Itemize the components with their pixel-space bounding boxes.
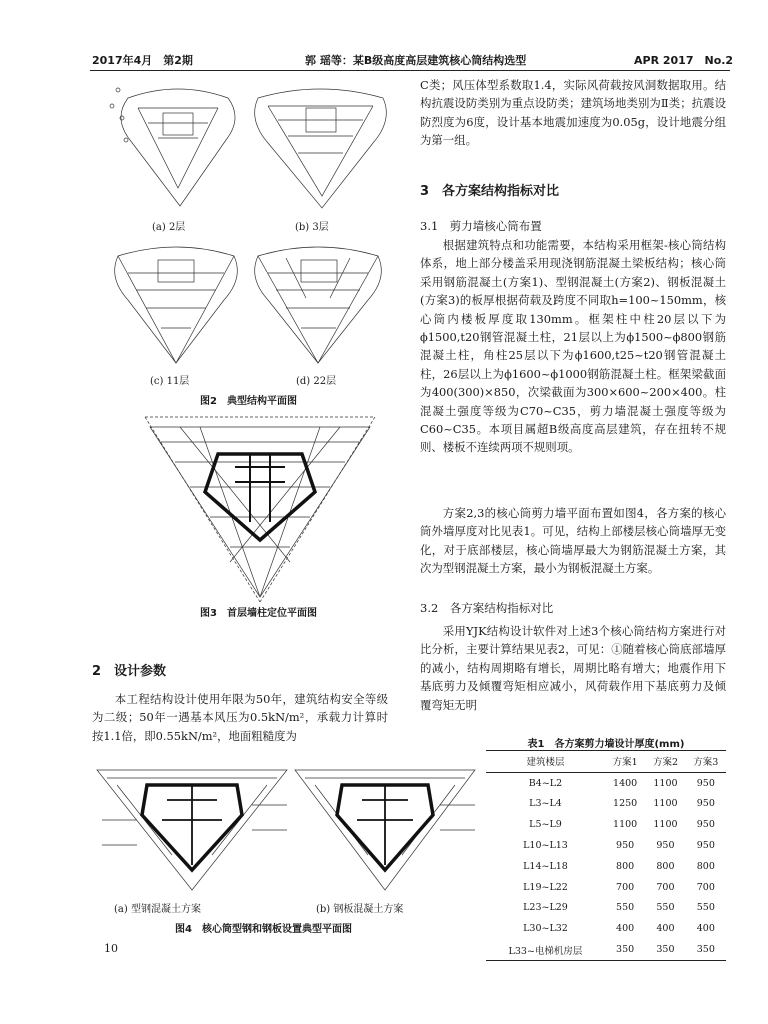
table-row <box>486 918 726 939</box>
table-cell: L23~L29 <box>523 902 568 914</box>
table1 <box>486 750 726 961</box>
table-cell: 950 <box>696 777 715 789</box>
table-cell: 1100 <box>653 798 678 810</box>
table-cell: 550 <box>656 902 675 914</box>
section3-heading: 3 各方案结构指标对比 <box>420 184 560 199</box>
paragraph-3-1a: 根据建筑特点和功能需要，本结构采用框架-核心筒结构体系，地上部分楼盖采用现浇钢筋混凝土梁板结构；核心筒采用钢筋混凝土(方案1)、型钢混凝土(方案2)、钢板混凝土(方案3)的板厚根据荷载及跨度不同取h=100~150mm，核心筒内楼板厚度取130mm。框架柱中柱20层以下为ϕ1500,t20钢管混凝土柱，21层以上为ϕ1500~ϕ800钢筋混凝土柱，角柱25层以下为ϕ1600,t25~t20钢管混凝土柱，26层以上为ϕ1600~ϕ1000钢筋混凝土柱。框架梁截面为400(300)×850，次梁截面为300×600~200×400。柱混凝土强度等级为C70~C35，剪力墙混凝土强度等级为C60~C35。本项目属超B级高度高层建筑，存在扭转不规则、楼板不连续两项不规则项。 <box>420 238 726 455</box>
section2-paragraph: 本工程结构设计使用年限为50年，建筑结构安全等级为二级；50年一遇基本风压为0.5kN/m²，承载力计算时按1.1倍，即0.55kN/m²，地面粗糙度为 <box>92 692 388 743</box>
table-cell: 950 <box>696 840 715 852</box>
table-row <box>486 772 726 793</box>
journal-issue: 2017年4月 第2期 <box>92 54 193 67</box>
page-number: 10 <box>104 942 118 955</box>
table-cell: 1100 <box>653 777 678 789</box>
table-row <box>486 939 726 960</box>
table-row <box>486 835 726 856</box>
table-cell: 950 <box>696 798 715 810</box>
table-cell: 550 <box>616 902 635 914</box>
table-cell: 350 <box>686 939 726 960</box>
table-cell: 400 <box>656 923 675 935</box>
table-cell: 800 <box>616 860 635 872</box>
figure4-label-b: (b) 钢板混凝土方案 <box>316 904 404 915</box>
running-title: 郭 瑶等：某B级高度高层建筑核心筒结构选型 <box>305 54 527 67</box>
figure2-label-b: (b) 3层 <box>295 222 329 233</box>
table-row <box>486 814 726 835</box>
section2-heading: 2 设计参数 <box>92 664 167 679</box>
table1-header-row <box>486 751 726 773</box>
paragraph-3-2: 采用YJK结构设计软件对上述3个核心筒结构方案进行对比分析，主要计算结果见表2，可见：①随着核心筒底部墙厚的减小，结构周期略有增长，周期比略有增大；地震作用下基底剪力及倾覆弯矩相应减小，风荷载作用下基底剪力及倾覆弯矩无明 <box>420 624 726 712</box>
header-rule <box>90 70 730 71</box>
table-cell: 400 <box>616 923 635 935</box>
table-cell: 1100 <box>653 819 678 831</box>
figure4-caption: 图4 核心筒型钢和钢板设置典型平面图 <box>175 924 352 935</box>
table-cell: L30~L32 <box>523 923 568 935</box>
table-cell: 550 <box>696 902 715 914</box>
table-cell: 1100 <box>613 819 638 831</box>
table1-header-cell: 方案1 <box>605 751 645 773</box>
table-row <box>486 898 726 919</box>
table-cell: L5~L9 <box>529 819 562 831</box>
table-cell: 1400 <box>613 777 638 789</box>
figure3-plan <box>140 412 380 602</box>
table-cell: 700 <box>696 881 715 893</box>
subsection-3-1: 3.1 剪力墙核心筒布置 <box>420 219 542 233</box>
table1-header-cell: 方案3 <box>686 751 726 773</box>
table-cell: 400 <box>696 923 715 935</box>
table-cell: L19~L22 <box>523 881 568 893</box>
subsection-3-2: 3.2 各方案结构指标对比 <box>420 601 554 615</box>
table-cell: 950 <box>616 840 635 852</box>
figure3-caption: 图3 首层墙柱定位平面图 <box>200 608 317 619</box>
journal-date: APR 2017 No.2 <box>634 54 734 67</box>
figure2-panel-b <box>248 78 393 213</box>
figure2-caption: 图2 典型结构平面图 <box>200 396 297 407</box>
table-cell: 800 <box>656 860 675 872</box>
table-cell: L33~电梯机房层 <box>486 939 605 960</box>
table-cell: 700 <box>656 881 675 893</box>
paragraph-3-1b: 方案2,3的核心筒剪力墙平面布置如图4，各方案的核心筒外墙厚度对比见表1。可见，结构上部楼层核心筒墙厚无变化，对于底部楼层，核心筒墙厚最大为钢筋混凝土方案，其次为型钢混凝土方案，最小为钢板混凝土方案。 <box>420 506 726 576</box>
table1-header-cell: 建筑楼层 <box>486 751 605 773</box>
table-cell: 950 <box>656 840 675 852</box>
figure4-panel-a <box>92 760 292 895</box>
table-cell: L10~L13 <box>523 840 568 852</box>
continued-paragraph: C类；风压体型系数取1.4，实际风荷载按风洞数据取用。结构抗震设防类别为重点设防类；建筑场地类别为Ⅱ类；抗震设防烈度为6度，设计基本地震加速度为0.05g，设计地震分组为第一组。 <box>420 78 726 148</box>
figure2-panel-a <box>108 78 248 213</box>
table-row <box>486 877 726 898</box>
table-cell: 350 <box>645 939 685 960</box>
figure2-label-c: (c) 11层 <box>150 376 190 387</box>
figure2-panel-d <box>246 238 391 368</box>
table-cell: 1250 <box>613 798 638 810</box>
table-cell: L3~L4 <box>529 798 562 810</box>
figure2-label-a: (a) 2层 <box>152 222 186 233</box>
table-cell: L14~L18 <box>523 860 568 872</box>
table-cell: B4~L2 <box>528 777 563 789</box>
table-cell: 700 <box>616 881 635 893</box>
figure2-label-d: (d) 22层 <box>296 376 337 387</box>
table-cell: 950 <box>696 819 715 831</box>
figure4-label-a: (a) 型钢混凝土方案 <box>114 904 201 915</box>
table1-header-cell: 方案2 <box>645 751 685 773</box>
table-cell: 350 <box>605 939 645 960</box>
table-row <box>486 794 726 815</box>
table1-title: 表1 各方案剪力墙设计厚度(mm) <box>527 739 685 750</box>
table-row <box>486 856 726 877</box>
figure2-panel-c <box>106 238 246 368</box>
table-cell: 800 <box>696 860 715 872</box>
figure4-panel-b <box>290 760 480 895</box>
